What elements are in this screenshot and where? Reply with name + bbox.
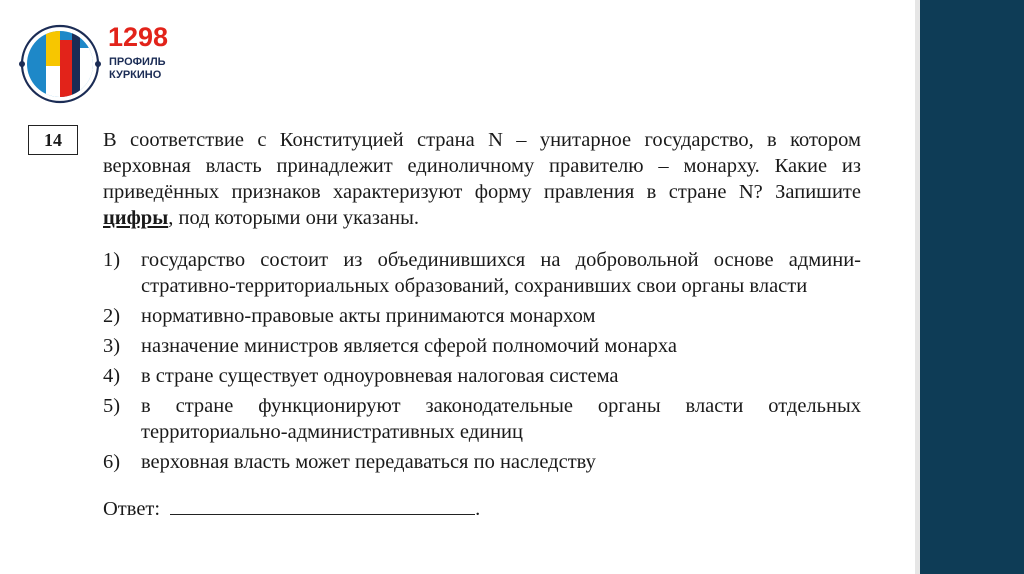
option-6	[103, 449, 861, 475]
option-1	[103, 247, 861, 299]
answer-end: .	[475, 498, 481, 520]
question-number: 14	[28, 125, 78, 155]
option-text: в стране существует одноуровневая налоговая система	[141, 365, 619, 387]
options-list	[103, 247, 861, 479]
option-number: 1)	[103, 249, 121, 271]
logo-line-2: КУРКИНО	[109, 69, 162, 81]
option-2	[103, 303, 861, 329]
option-text: верховная власть может передаваться по наследству	[141, 451, 596, 473]
option-3	[103, 333, 861, 359]
logo-number: 1298	[108, 22, 169, 52]
question-text-after: , под которыми они указаны.	[168, 207, 419, 229]
right-sidebar-band	[920, 0, 1024, 574]
logo-line-1: ПРОФИЛЬ	[109, 56, 166, 68]
option-4	[103, 363, 861, 389]
option-text: назначение министров является сферой полномочий монарха	[141, 335, 677, 357]
option-text: государство состоит из объединившихся на добровольной основе админи-стративно-территориальных образований, сохранивших свои органы власти	[141, 249, 861, 297]
answer-row	[103, 496, 480, 522]
option-text: в стране функционируют законодательные органы власти отдельных территориально-административных единиц	[141, 395, 861, 443]
option-number: 4)	[103, 365, 121, 387]
option-number: 5)	[103, 395, 121, 417]
option-number: 6)	[103, 451, 121, 473]
question-text-before: В соответствие с Конституцией страна N – унитарное государство, в котором верховная власть принадлежит единоличному правителю – монарху. Какие из приведённых признаков характеризуют форму правления в стране N? Запишите	[103, 129, 861, 203]
option-text: нормативно-правовые акты принимаются монархом	[141, 305, 596, 327]
question-text	[103, 127, 861, 231]
option-number: 2)	[103, 305, 121, 327]
question-emphasis: цифры	[103, 207, 169, 229]
answer-label: Ответ:	[103, 498, 161, 520]
option-5	[103, 393, 861, 445]
school-logo	[16, 18, 186, 110]
logo-emblem-icon	[16, 18, 106, 108]
answer-blank[interactable]	[170, 496, 475, 515]
option-number: 3)	[103, 335, 121, 357]
